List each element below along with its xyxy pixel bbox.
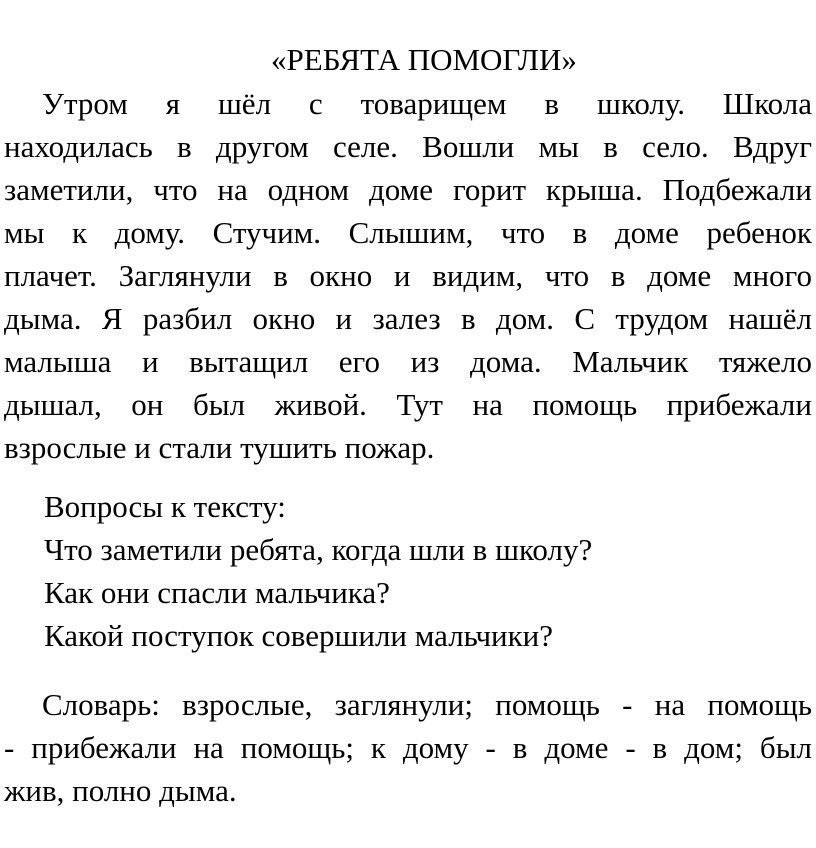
- story-text: [4, 82, 812, 469]
- questions-heading: Вопросы к тексту:: [44, 489, 286, 524]
- story-line: Утром я шёл с товарищем в школу. Школа: [42, 86, 812, 121]
- story-title: [0, 40, 816, 80]
- story-line: заметили, что на одном доме горит крыша. Подбежали: [4, 172, 812, 207]
- story-line: плачет. Заглянули в окно и видим, что в доме много: [4, 258, 812, 293]
- question-item: Как они спасли мальчика?: [44, 575, 390, 610]
- story-line: малыша и вытащил его из дома. Мальчик тяжело: [4, 344, 812, 379]
- story-line: дыма. Я разбил окно и залез в дом. С трудом нашёл: [4, 301, 812, 336]
- story-line: дышал, он был живой. Тут на помощь прибежали: [4, 387, 812, 422]
- dictionary-section: [4, 683, 812, 812]
- question-item: Что заметили ребята, когда шли в школу?: [44, 532, 593, 567]
- question-item: Какой поступок совершили мальчики?: [44, 618, 554, 653]
- dictionary-line: Словарь: взрослые, заглянули; помощь - на помощь: [42, 687, 812, 722]
- dictionary-line: - прибежали на помощь; к дому - в доме - в дом; был: [4, 730, 812, 765]
- story-line: находилась в другом селе. Вошли мы в село. Вдруг: [4, 129, 812, 164]
- questions-section: [44, 485, 804, 657]
- story-line: мы к дому. Стучим. Слышим, что в доме ребенок: [4, 215, 812, 250]
- story-line: взрослые и стали тушить пожар.: [4, 430, 435, 465]
- dictionary-line: жив, полно дыма.: [4, 773, 237, 808]
- story-title-text: «РЕБЯТА ПОМОГЛИ»: [271, 42, 577, 77]
